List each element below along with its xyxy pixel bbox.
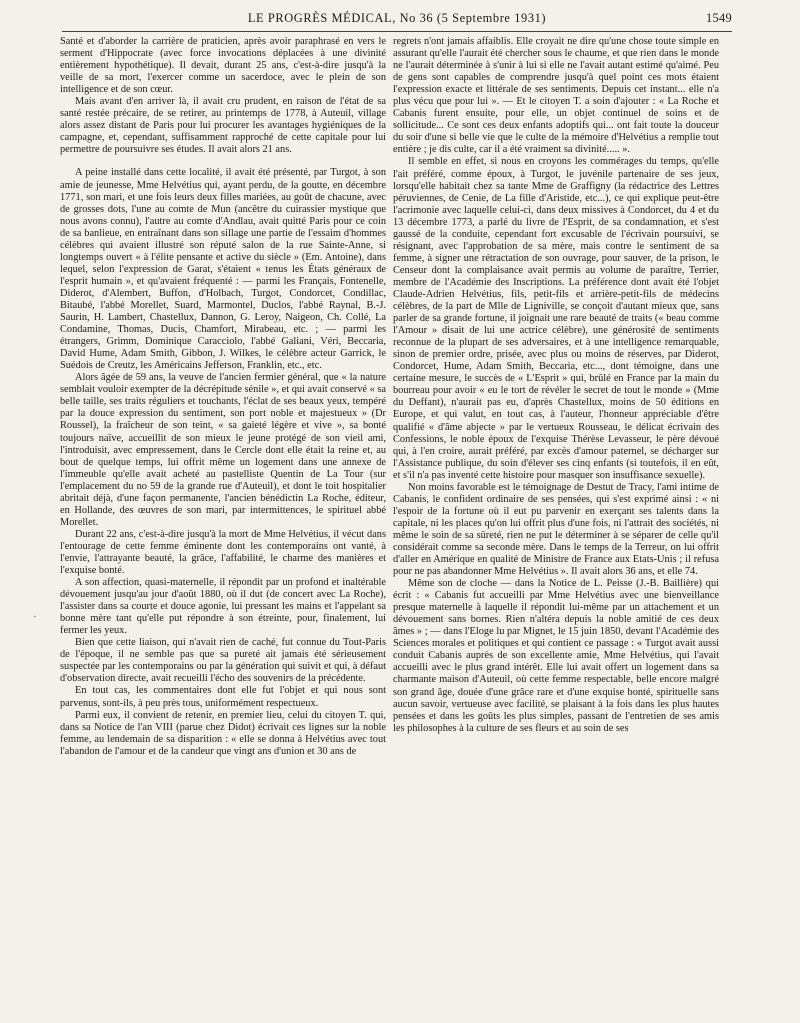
paragraph: regrets n'ont jamais affaiblis. Elle croyait ne dire qu'une chose toute simple en assurant qu'elle l'aurait été chercher sous le chaume, et que rien dans le monde ne l'aurait déterminée à s'unir à lui si elle ne l'avait autant estimé qu'aimé. Peu de gens sont capables de comprendre jusqu'à quel point ces mots étaient l'expression exacte et littérale de ses sentiments. Depuis cet instant... elle n'a plus vécu que pour lui ». — Et le citoyen T. a soin d'ajouter : « La Roche et Cabanis furent ensuite, pour elle, un objet continuel de soins et de sollicitude... Ce sont ces deux enfants adoptifs qui... ont fait toute la douceur du soir d'une si belle vie que le culte de la mémoire d'Helvétius a remplie tout entière ; je dis culte, car il a été vraiment sa divinité..... ». [393,36,719,156]
paragraph: Bien que cette liaison, qui n'avait rien de caché, fut connue du Tout-Paris de l'époque, il ne semble pas que sa pureté ait jamais été sérieusement suspectée par les contemporains ou par la génération qui suivit et qui, à défaut d'observation directe, avait recueilli l'écho des souvenirs de la précédente. [60,637,386,685]
paragraph: Même son de cloche — dans la Notice de L. Peisse (J.-B. Baillière) qui écrit : « Cabanis fut accueilli par Mme Helvétius avec une bienveillance presque maternelle à laquelle il répondit lui-même par un attachement et un dévouement sans bornes. Rien n'altéra depuis la noble amitié de ces deux âmes » ; — dans l'Eloge lu par Mignet, le 15 juin 1850, devant l'Académie des Sciences morales et politiques et qui contient ce passage : « Turgot avait aussi conduit Cabanis auprès de son excellente amie, Mme Helvétius, qui l'avait accueilli avec le plus grand intérêt. Elle lui avait offert un logement dans sa charmante maison d'Auteuil, où cette femme respectable, belle encore malgré son grand âge, douée d'une grâce rare et d'une exquise bonté, spirituelle sans aucun savoir, vertueuse avec facilité, se plaisant à la fois dans les plus hautes pensées et dans les goûts les plus simples, passant de l'entretien de ses amis les philosophes à la culture de ses fleurs et au soin de ses [393,578,719,734]
journal-title: LE PROGRÈS MÉDICAL, No 36 (5 Septembre 1931) [247,11,547,25]
paragraph: Non moins favorable est le témoignage de Destut de Tracy, l'ami intime de Cabanis, le confident ordinaire de ses pensées, qui s'est exprimé ainsi : « ni l'espoir de la fortune où il eut pu parvenir en exerçant ses talents dans la capitale, ni les places qu'on lui offrit plus d'une fois, ni l'attrait des sociétés, ni même le soin de sa sûreté, rien ne put le déterminer à se séparer de celle qu'il considérait comme sa seconde mère. Dans le temps de la Terreur, on lui offrit d'aller en Amérique en qualité de Ministre de France aux Etats-Unis ; il refusa pour ne pas abandonner Mme Helvétius ». Il avait alors 36 ans, et elle 74. [393,481,719,578]
left-column [60,36,386,758]
paragraph: Alors âgée de 59 ans, la veuve de l'ancien fermier général, que « la nature semblait vouloir exempter de la décrépitude sénile », et qui avait conservé « sa belle taille, ses traits réguliers et touchants, l'éclat de ses beaux yeux, tempéré par la douce expression du sentiment, son port noble et majestueux » (Dr Roussel), la fraîcheur de son teint, « sa gaieté légère et vive », sa bonté toujours naïve, accueillit de son mieux le jeune protégé de son vieil ami, l'introduisit, avec empressement, dans le Cercle dont elle était la reine et, au bout de quelque temps, lui offrit même un logement dans une annexe de l'immeuble qu'elle avait acheté au pastelliste Quentin de La Tour (sur l'emplacement du no 59 de la grande rue d'Auteuil), et dont le toit hospitalier abritait déjà, d'une façon permanente, l'ancien bénédictin La Roche, éditeur, en Hollande, des œuvres de son mari, par intermittences, le spirituel abbé Morellet. [60,372,386,528]
paragraph: Parmi eux, il convient de retenir, en premier lieu, celui du citoyen T. qui, dans sa Notice de l'an VIII (parue chez Didot) écrivait ces lignes sur la noble femme, au lendemain de sa disparition : « elle se donna à Helvétius avec tout l'abandon de l'amour et de la candeur que vingt ans d'union et 30 ans de [60,709,386,757]
paragraph: Durant 22 ans, c'est-à-dire jusqu'à la mort de Mme Helvétius, il vécut dans l'entourage de cette femme éminente dont les contemporains ont vanté, à l'envie, l'attrayante beauté, la grâce, l'affabilité, le charme des manières et l'exquise bonté. [60,528,386,577]
header-rule [62,31,732,32]
right-column [393,36,719,735]
paragraph: Santé et d'aborder la carrière de praticien, après avoir paraphrasé en vers le serment d'Hippocrate (avec force invocations déplacées à une divinité entièrement hypothétique). Il devait, durant 25 ans, c'est-à-dire jusqu'à la veille de sa mort, l'exercer comme un sacerdoce, avec le plein de son intelligence et de son cœur. [60,36,386,96]
paragraph: A peine installé dans cette localité, il avait été présenté, par Turgot, à son amie de jeunesse, Mme Helvétius qui, ayant perdu, de la goutte, en décembre 1771, son mari, et une fois leurs deux filles mariées, au goût de chacune, avec de grosses dots, l'une au comte de Mun (ancêtre du cuirassier mystique que nous avons connu), l'autre au comte d'Andlau, avait quitté Paris pour ce coin de sa banlieue, en entraînant dans son sillage une partie de l'essaim d'hommes célèbres qui avaient illustré son réputé salon de la rue Sainte-Anne, si longtemps ouvert « à l'élite pensante et active du siècle » (Em. Antoine), dans lequel, selon l'expression de Garat, s'étaient « tenus les États généraux de l'esprit humain », et qu'avaient fréquenté : — parmi les Français, Fontenelle, Diderot, d'Alembert, Buffon, d'Holbach, Turgot, Condorcet, Condillac, Bitaubé, l'abbé Morellet, Suard, Marmontel, Duclos, l'abbé Raynal, B.-J. Saurin, H. Lambert, Chastellux, Dannon, G. Leroy, Naigeon, Ch. Collé, La Condamine, Thomas, Ducis, Chamfort, Mirabeau, etc. ; — parmi les étrangers, Grimm, Dominique Caracciolo, l'abbé Galiani, Véri, Beccaria, David Hume, Adam Smith, Gibbon, J. Wilkes, le célèbre acteur Garrick, le Suédois de Creutz, les Américains Jefferson, Franklin, etc., etc. [60,167,386,372]
paragraph: A son affection, quasi-maternelle, il répondit par un profond et inaltérable dévouement jusqu'au jour d'août 1880, où il dut (de concert avec La Roche), l'assister dans sa courte et douce agonie, lui pressant les mains et l'appelant sa bonne mère tant qu'elle put répondre à son étreinte, pour, finalement, lui fermer les yeux. [60,577,386,637]
paragraph: Il semble en effet, si nous en croyons les commérages du temps, qu'elle l'ait préféré, comme époux, à Turgot, le juvénile partenaire de ses jeux, lorsqu'elle habitait chez sa tante Mme de Graffigny (la rédactrice des Lettres péruviennes, de Cenie, de La fille d'Aristide, etc...), ce qui explique peut-être l'acrimonie avec laquelle celui-ci, dans deux missives à Condorcet, du 4 et du 13 décembre 1773, a parlé du livre de l'Esprit, de sa condamnation, et s'est gaussé de la conduite, cependant fort excusable de l'écrivain poursuivi, se résignant, avec l'approbation de sa mère, mais contre le sentiment de sa femme, à signer une rétractation de son ouvrage, pour sauver, de la prison, le Censeur dont la complaisance avait permis au volume de paraître, Terrier, membre de l'Académie des Inscriptions. La préférence dont avait été l'objet Claude-Adrien Helvétius, fils, petit-fils et arrière-petit-fils de médecins célèbres, de la part de Mlle de Ligniville, se conçoit d'autant mieux que, sans parler de sa grande fortune, il joignait une rare beauté de traits (« beau comme l'Amour » disait de lui une actrice célèbre), une générosité de sentiments reconnue de la plupart de ses adversaires, et à une intelligence remarquable, sinon de premier ordre, prisée, avec plus ou moins de réserves, par Diderot, Condorcet, Hume, Adam Smith, Beccaria, etc..., dont témoigne, dans une certaine mesure, le succès de « L'Esprit » qui, brûlé en France par la main du bourreau pour avoir « eu le tort de révéler le secret de tout le monde » (Mme du Deffant), n'aurait pas eu, d'après Chastellux, moins de 50 éditions en Europe, et qui valut, en tout cas, à l'auteur, l'honneur appréciable d'être qualifié « d'âme abjecte » par le vertueux Rousseau, le délicat écrivain des Confessions, le noble époux de l'exquise Thérèse Levasseur, le père dévoué qui, à l'en croire, aurait préféré, par excès d'amour paternel, se décharger sur l'Assistance publique, du soin d'élever ses cinq enfants (si toutefois, il en eût, et s'il n'a pas inventé cette histoire pour masquer son insuffisance sexuelle). [393,156,719,481]
margin-mark: · [33,611,37,623]
running-header [62,11,732,31]
paragraph: En tout cas, les commentaires dont elle fut l'objet et qui nous sont parvenus, sont-ils, à peu près tous, uniformément respectueux. [60,685,386,709]
page-number: 1549 [706,11,732,25]
paragraph: Mais avant d'en arriver là, il avait cru prudent, en raison de l'état de sa santé restée précaire, de se retirer, au printemps de 1778, à Auteuil, village alors assez distant de Paris pour lui procurer les avantages hygiéniques de la campagne, et, cependant, suffisamment rapproché de cette capitale pour lui permettre de poursuivre ses études. Il avait alors 21 ans. [60,96,386,156]
